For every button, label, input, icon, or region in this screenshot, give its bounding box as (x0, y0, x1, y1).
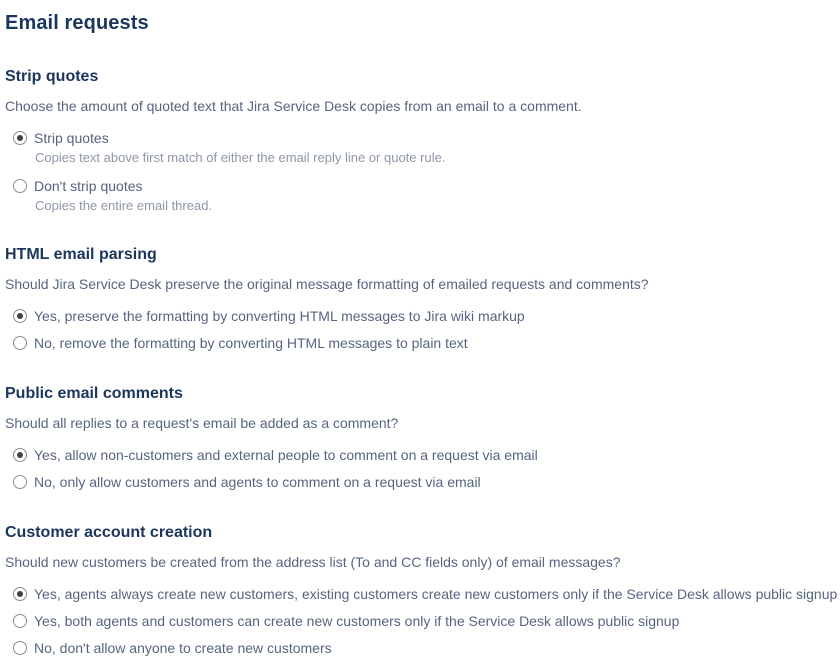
option-allow-non-customers (5, 446, 840, 464)
radio-label-agents-always-create[interactable]: Yes, agents always create new customers, existing customers create new customers only if the Service Desk allows public signup (34, 586, 838, 602)
section-heading-strip-quotes: Strip quotes (5, 68, 99, 85)
radio-label-only-customers-agents[interactable]: No, only allow customers and agents to comment on a request via email (34, 474, 481, 490)
radio-label-agents-and-customers-create[interactable]: Yes, both agents and customers can create new customers only if the Service Desk allows public signup (34, 613, 680, 629)
option-dont-strip-quotes (5, 177, 840, 213)
public-email-comments-options (5, 446, 840, 491)
section-heading-public-email-comments: Public email comments (5, 385, 183, 402)
option-agents-and-customers-create (5, 612, 840, 630)
help-strip-quotes: Copies text above first match of either the email reply line or quote rule. (35, 150, 446, 165)
radio-preserve-formatting[interactable] (13, 309, 27, 323)
option-preserve-formatting (5, 307, 840, 325)
section-description-strip-quotes: Choose the amount of quoted text that Jira Service Desk copies from an email to a comment. (5, 98, 582, 114)
radio-only-customers-agents[interactable] (13, 475, 27, 489)
radio-label-allow-non-customers[interactable]: Yes, allow non-customers and external people to comment on a request via email (34, 447, 538, 463)
option-no-one-creates (5, 639, 840, 657)
radio-agents-always-create[interactable] (13, 587, 27, 601)
radio-no-one-creates[interactable] (13, 641, 27, 655)
radio-allow-non-customers[interactable] (13, 448, 27, 462)
option-strip-quotes (5, 129, 840, 165)
radio-agents-and-customers-create[interactable] (13, 614, 27, 628)
help-dont-strip-quotes: Copies the entire email thread. (35, 198, 213, 213)
radio-label-preserve-formatting[interactable]: Yes, preserve the formatting by converting HTML messages to Jira wiki markup (34, 308, 525, 324)
page-title: Email requests (5, 12, 149, 34)
radio-remove-formatting[interactable] (13, 336, 27, 350)
option-remove-formatting (5, 334, 840, 352)
strip-quotes-options (5, 129, 840, 213)
section-heading-customer-account-creation: Customer account creation (5, 524, 213, 541)
radio-label-strip-quotes[interactable]: Strip quotes (34, 130, 109, 146)
section-description-customer-account-creation: Should new customers be created from the address list (To and CC fields only) of email messages? (5, 554, 621, 570)
section-description-public-email-comments: Should all replies to a request's email be added as a comment? (5, 415, 399, 431)
section-heading-html-email-parsing: HTML email parsing (5, 246, 157, 263)
option-agents-always-create (5, 585, 840, 603)
section-html-email-parsing (5, 246, 840, 352)
radio-label-dont-strip-quotes[interactable]: Don't strip quotes (34, 178, 143, 194)
html-email-parsing-options (5, 307, 840, 352)
customer-account-creation-options (5, 585, 840, 657)
radio-label-no-one-creates[interactable]: No, don't allow anyone to create new customers (34, 640, 332, 656)
radio-label-remove-formatting[interactable]: No, remove the formatting by converting HTML messages to plain text (34, 335, 468, 351)
section-public-email-comments (5, 385, 840, 491)
section-description-html-email-parsing: Should Jira Service Desk preserve the original message formatting of emailed requests and comments? (5, 276, 649, 292)
section-customer-account-creation (5, 524, 840, 657)
radio-strip-quotes[interactable] (13, 131, 27, 145)
radio-dont-strip-quotes[interactable] (13, 179, 27, 193)
section-strip-quotes (5, 68, 840, 213)
option-only-customers-agents (5, 473, 840, 491)
